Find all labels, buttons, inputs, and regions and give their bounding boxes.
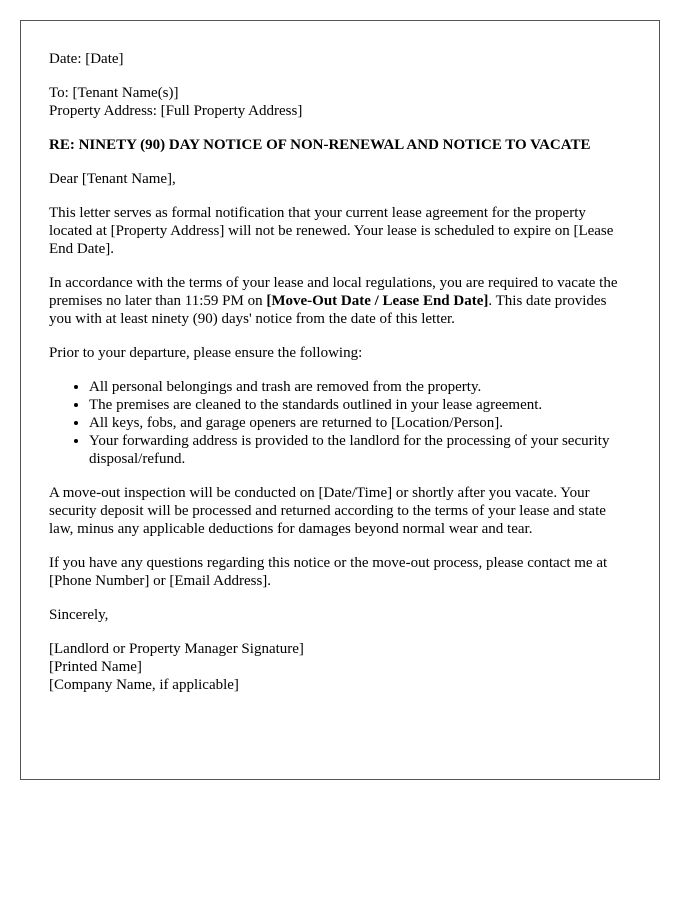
company-name-line: [Company Name, if applicable] xyxy=(49,677,239,693)
move-out-date-placeholder: [Move-Out Date / Lease End Date] xyxy=(266,293,489,309)
recipient-line: To: [Tenant Name(s)] xyxy=(49,85,179,101)
checklist-item: • All personal belongings and trash are removed from the property. xyxy=(89,378,631,396)
paragraph-checklist-intro: Prior to your departure, please ensure the following: xyxy=(49,345,363,361)
date-line: Date: [Date] xyxy=(49,51,124,67)
paragraph-vacate-deadline xyxy=(49,274,631,328)
property-address-line: Property Address: [Full Property Address] xyxy=(49,103,303,119)
vacate-text-after: . This date provides you with at least ninety (90) days' notice from the date of this letter. xyxy=(49,293,607,327)
checklist-item: • Your forwarding address is provided to the landlord for the processing of your security disposal/refund. xyxy=(89,432,631,468)
checklist-item: • The premises are cleaned to the standards outlined in your lease agreement. xyxy=(89,396,631,414)
signature-block xyxy=(49,640,631,694)
paragraph-notification: This letter serves as formal notification that your current lease agreement for the property located at [Property Address] will not be renewed. Your lease is scheduled to expire on [Lease End Date]. xyxy=(49,205,614,257)
letter-document xyxy=(20,20,660,780)
move-out-checklist xyxy=(49,378,631,468)
vacate-text-before: In accordance with the terms of your lease and local regulations, you are required to vacate the premises no later than 11:59 PM on xyxy=(49,275,618,309)
signature-line: [Landlord or Property Manager Signature] xyxy=(49,641,304,657)
paragraph-contact: If you have any questions regarding this notice or the move-out process, please contact me at [Phone Number] or [Email Address]. xyxy=(49,555,608,589)
subject-line: RE: NINETY (90) DAY NOTICE OF NON-RENEWAL AND NOTICE TO VACATE xyxy=(49,137,591,153)
salutation: Dear [Tenant Name], xyxy=(49,171,176,187)
recipient-block xyxy=(49,84,631,120)
printed-name-line: [Printed Name] xyxy=(49,659,142,675)
checklist-item: • All keys, fobs, and garage openers are returned to [Location/Person]. xyxy=(89,414,631,432)
closing: Sincerely, xyxy=(49,607,109,623)
paragraph-inspection: A move-out inspection will be conducted on [Date/Time] or shortly after you vacate. Your security deposit will be processed and returned according to the terms of your lease and state law, minus any applicable deductions for damages beyond normal wear and tear. xyxy=(49,485,606,537)
